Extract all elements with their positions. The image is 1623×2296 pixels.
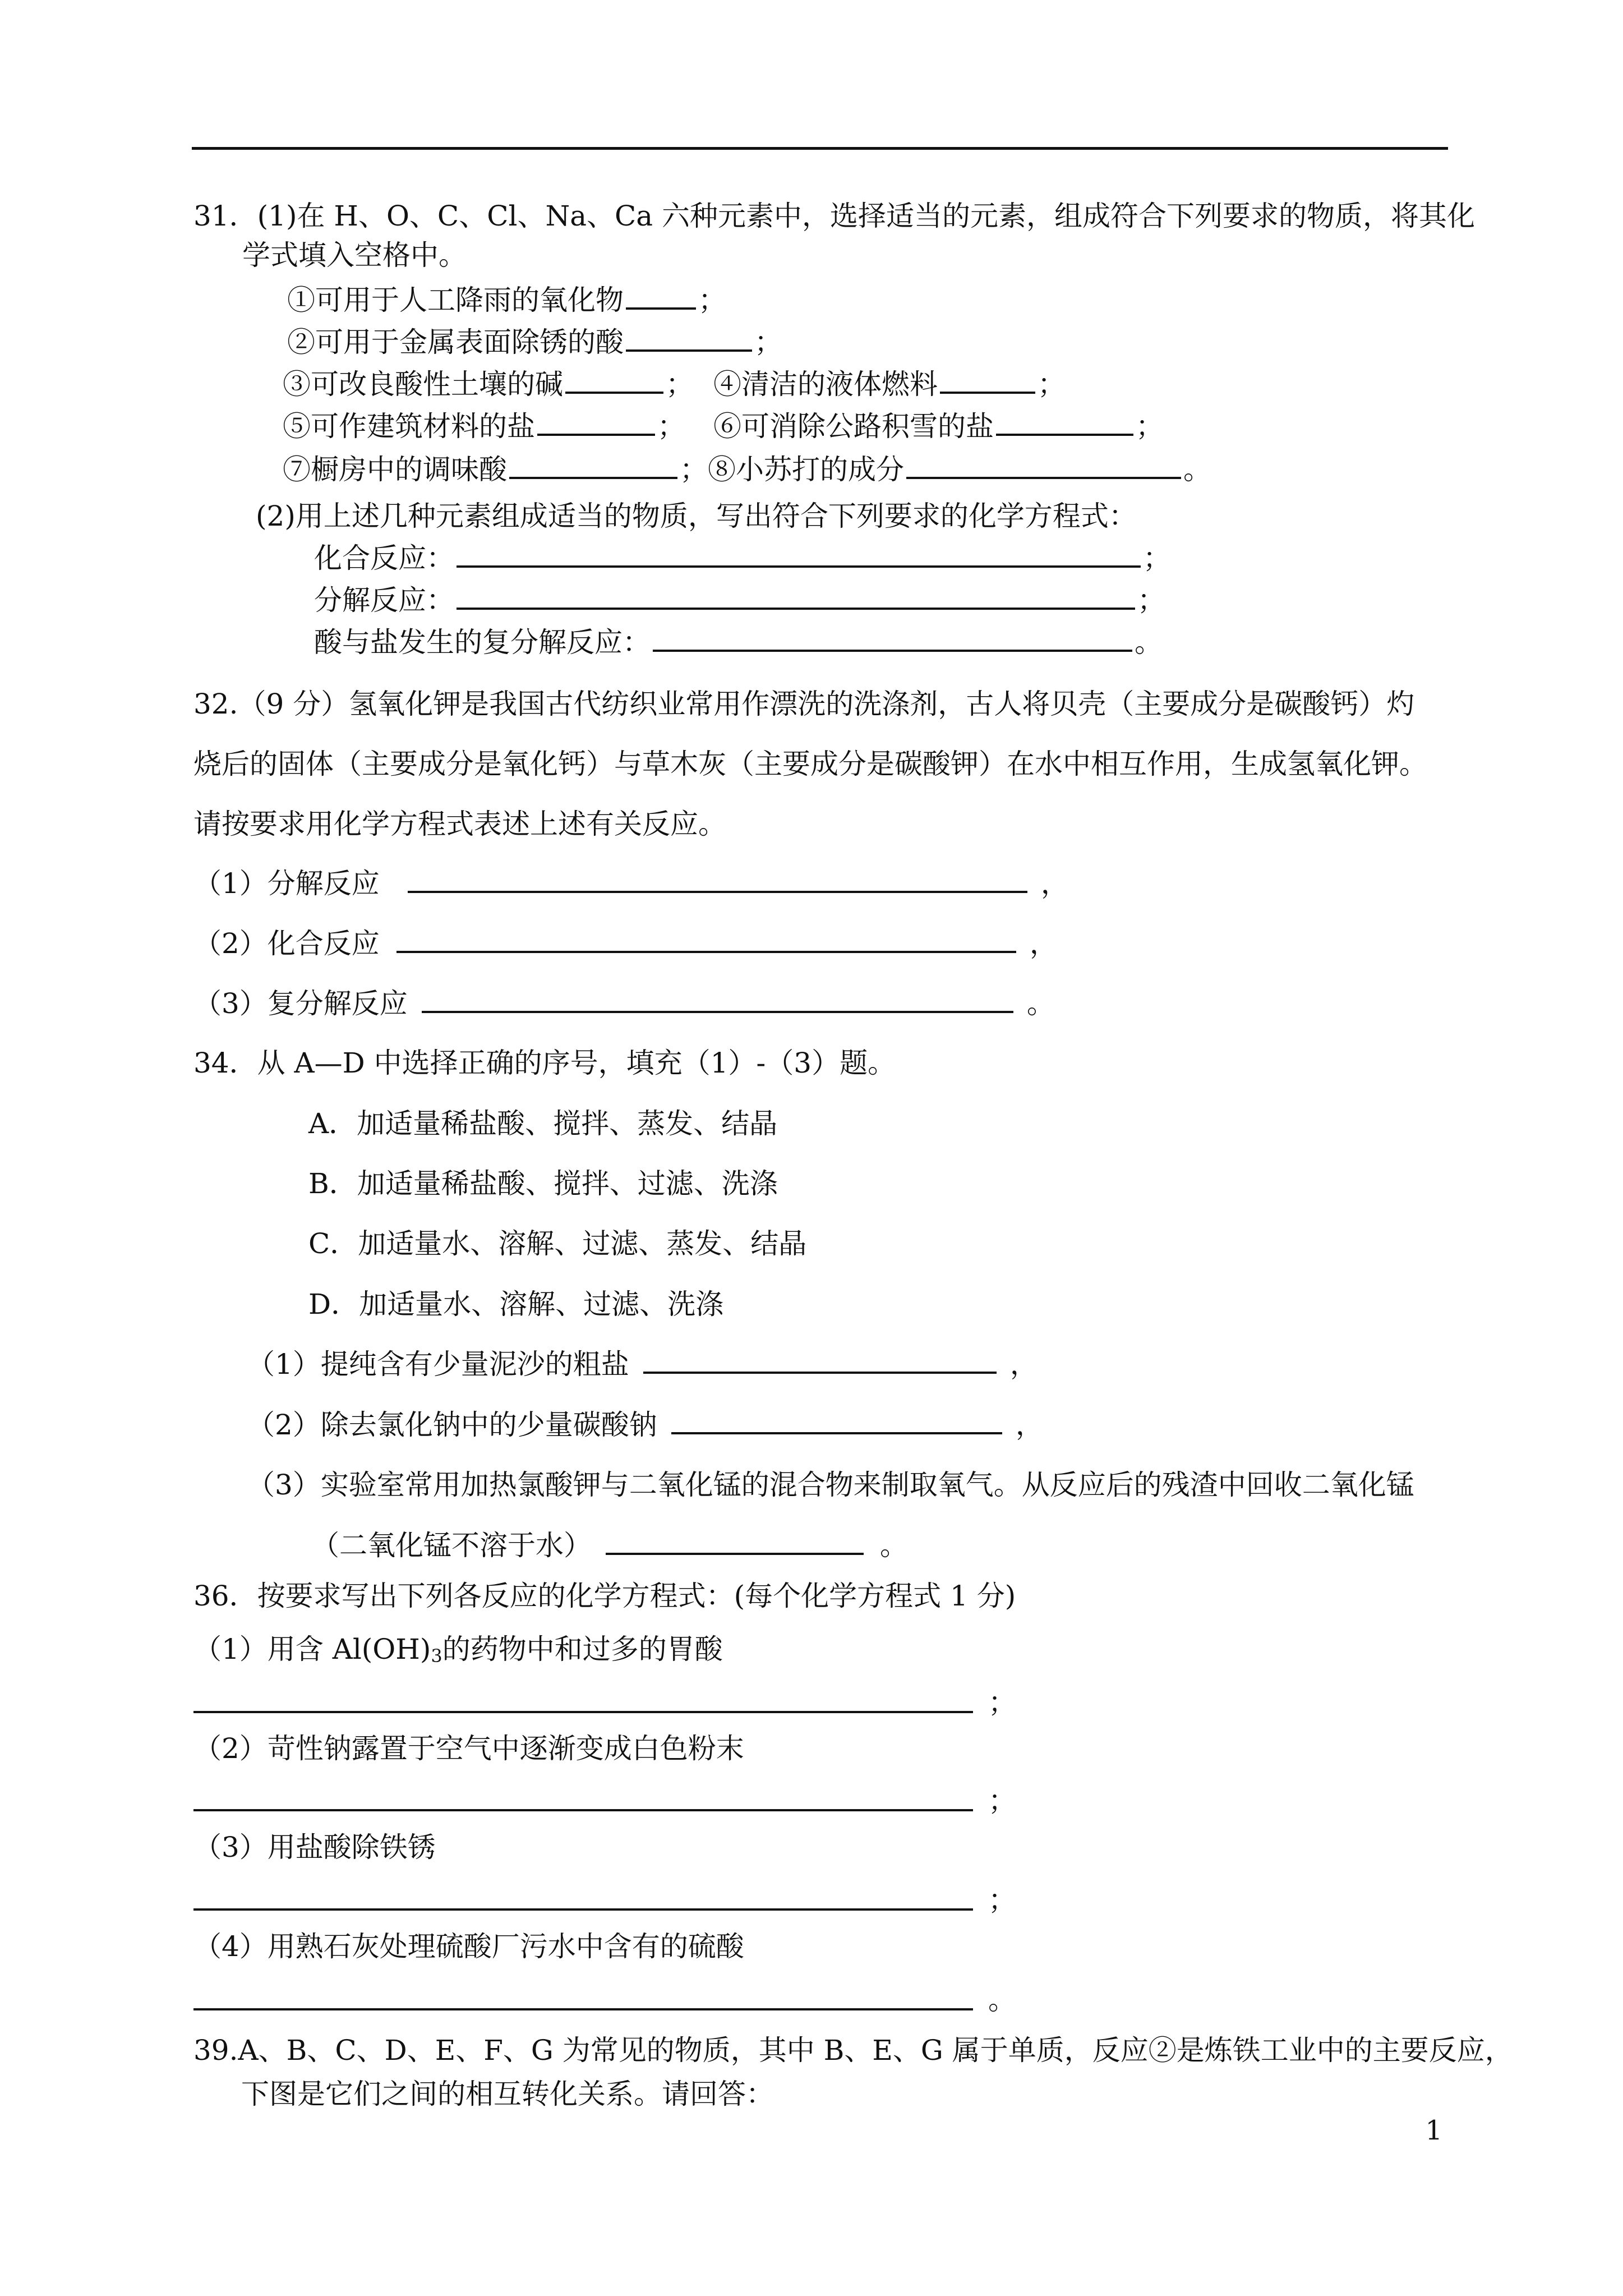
q36-intro: 36．按要求写出下列各反应的化学方程式：(每个化学方程式 1 分) (193, 1580, 1016, 1612)
answer-blank[interactable] (457, 582, 1135, 610)
q31-reaction-1 (314, 539, 1171, 578)
q31-item-6 (713, 407, 1164, 446)
label: （2）除去氯化钠中的少量碳酸钠 (247, 1409, 657, 1441)
q31-item-8-text: ⑧小苏打的成分 (708, 453, 904, 486)
q36-sub-4: （4）用熟石灰处理硫酸厂污水中含有的硫酸 (193, 1930, 744, 1963)
q34-option-b: B．加适量稀盐酸、搅拌、过滤、洗涤 (308, 1167, 778, 1200)
answer-blank[interactable] (671, 1406, 1002, 1434)
punct: ； (988, 1686, 1016, 1719)
answer-line[interactable] (193, 1908, 973, 1911)
q31-item-3-text: ③可改良酸性土壤的碱 (283, 368, 563, 401)
q34-sub-3-cont (311, 1526, 908, 1565)
q31-part-2: (2)用上述几种元素组成适当的物质，写出符合下列要求的化学方程式： (256, 500, 1137, 532)
q34-sub-1 (247, 1345, 1038, 1384)
q31-item-2-text: ②可用于金属表面除锈的酸 (287, 326, 624, 358)
punct: ； (988, 1884, 1016, 1916)
q36-sub-3: （3）用盐酸除铁锈 (193, 1831, 436, 1864)
answer-line[interactable] (193, 1809, 973, 1811)
q31-item-3 (283, 365, 694, 404)
answer-blank[interactable] (537, 408, 655, 436)
punct: 。 (880, 1529, 908, 1562)
answer-blank[interactable] (606, 1527, 864, 1555)
answer-blank[interactable] (653, 624, 1132, 652)
punct: ； (1136, 410, 1164, 443)
label: （1）分解反应 (193, 867, 380, 900)
answer-blank[interactable] (906, 451, 1181, 479)
answer-blank[interactable] (396, 925, 1016, 953)
q39-line-1: 39.A、B、C、D、E、F、G 为常见的物质，其中 B、E、G 属于单质，反应②是炼铁工业中的主要反应， (193, 2034, 1513, 2067)
punct: ； (680, 453, 708, 486)
q32-sub-1 (193, 864, 1069, 903)
page-number: 1 (1425, 2115, 1442, 2146)
q34-option-c: C．加适量水、溶解、过滤、蒸发、结晶 (308, 1227, 807, 1260)
q34-intro: 34．从 A—D 中选择正确的序号，填充（1）-（3）题。 (193, 1047, 896, 1079)
punct: ； (988, 1784, 1016, 1817)
punct: ， (1029, 927, 1058, 960)
answer-blank[interactable] (626, 282, 696, 310)
header-rule (192, 147, 1448, 150)
q34-option-a: A．加适量稀盐酸、搅拌、蒸发、结晶 (308, 1107, 778, 1140)
answer-blank[interactable] (996, 408, 1133, 436)
punct: ； (698, 284, 726, 316)
subscript: 3 (431, 1645, 442, 1667)
q31-intro: 31．(1)在 H、O、C、Cl、Na、Ca 六种元素中，选择适当的元素，组成符合下列要求的物质，将其化 (193, 200, 1475, 232)
answer-line[interactable] (193, 2008, 973, 2010)
punct: 。 (988, 1984, 1016, 2016)
punct: ； (754, 326, 782, 358)
q31-item-5-text: ⑤可作建筑材料的盐 (283, 410, 535, 443)
label: 化合反应： (314, 542, 454, 574)
q32-line-2: 烧后的固体（主要成分是氧化钙）与草木灰（主要成分是碳酸钾）在水中相互作用，生成氢氧化钾。 (193, 748, 1427, 780)
q32-line-1: 32.（9 分）氢氧化钾是我国古代纺织业常用作漂洗的洗涤剂，古人将贝壳（主要成分是碳酸钙）灼 (193, 688, 1415, 720)
answer-blank[interactable] (565, 366, 663, 394)
answer-blank[interactable] (509, 451, 677, 479)
answer-blank[interactable] (940, 366, 1035, 394)
q31-item-4-text: ④清洁的液体燃料 (713, 368, 938, 401)
q31-item-4 (713, 365, 1066, 404)
q31-item-1-text: ①可用于人工降雨的氧化物 (287, 284, 624, 316)
q31-intro-cont: 学式填入空格中。 (242, 239, 467, 272)
answer-blank[interactable] (422, 985, 1013, 1013)
q36-sub-2: （2）苛性钠露置于空气中逐渐变成白色粉末 (193, 1732, 744, 1765)
q39-line-2: 下图是它们之间的相互转化关系。请回答： (241, 2078, 774, 2110)
punct: ， (1009, 1348, 1038, 1381)
q36-sub-1 (193, 1630, 723, 1676)
label: （二氧化锰不溶于水） (311, 1529, 592, 1562)
q31-reaction-2 (314, 581, 1165, 620)
q32-line-3: 请按要求用化学方程式表述上述有关反应。 (193, 808, 726, 840)
q32-sub-3 (193, 984, 1055, 1023)
answer-blank[interactable] (643, 1346, 997, 1374)
q34-sub-2 (247, 1405, 1044, 1444)
label: 的药物中和过多的胃酸 (442, 1633, 723, 1665)
punct: ； (657, 410, 685, 443)
punct: ， (1040, 867, 1069, 900)
punct: ； (1038, 368, 1066, 401)
answer-line[interactable] (193, 1711, 973, 1713)
answer-blank[interactable] (408, 865, 1027, 893)
label: （3）复分解反应 (193, 987, 408, 1020)
punct: ， (1015, 1409, 1044, 1441)
label: （1）用含 Al(OH) (193, 1633, 431, 1665)
q31-item-5 (283, 407, 685, 446)
label: （2）化合反应 (193, 927, 380, 960)
q31-item-6-text: ⑥可消除公路积雪的盐 (713, 410, 994, 443)
q31-reaction-3 (314, 623, 1163, 662)
q34-option-d: D．加适量水、溶解、过滤、洗涤 (308, 1288, 724, 1320)
punct: 。 (1135, 626, 1163, 659)
punct: 。 (1026, 987, 1055, 1020)
answer-blank[interactable] (457, 540, 1141, 568)
q32-sub-2 (193, 924, 1058, 963)
q34-sub-3: （3）实验室常用加热氯酸钾与二氧化锰的混合物来制取氧气。从反应后的残渣中回收二氧化锰 (247, 1469, 1414, 1501)
label: （1）提纯含有少量泥沙的粗盐 (247, 1348, 629, 1381)
punct: 。 (1183, 453, 1211, 486)
q31-item-7-text: ⑦橱房中的调味酸 (283, 453, 507, 486)
answer-blank[interactable] (626, 324, 752, 352)
q31-item-7 (283, 450, 1211, 489)
punct: ； (666, 368, 694, 401)
label: 酸与盐发生的复分解反应： (314, 626, 651, 659)
label: 分解反应： (314, 584, 454, 616)
q31-item-2 (287, 323, 782, 362)
punct: ； (1143, 542, 1171, 574)
q31-item-1 (287, 280, 726, 320)
punct: ； (1137, 584, 1165, 616)
